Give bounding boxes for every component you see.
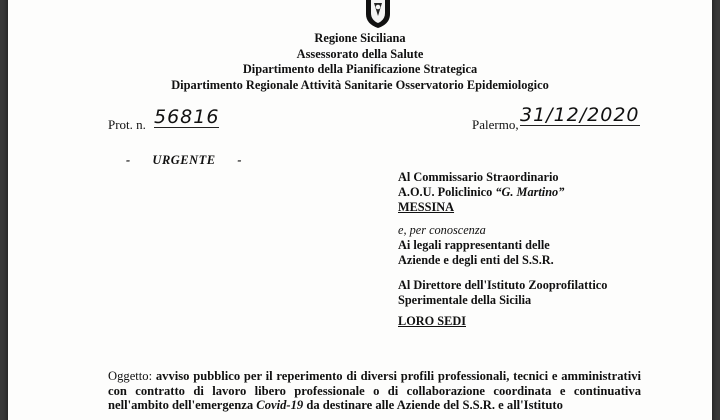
subject-text-covid: Covid-19: [256, 398, 304, 412]
letterhead: [8, 31, 712, 93]
document-page: [8, 0, 712, 420]
date-value: [520, 104, 640, 126]
date-place: Palermo,: [472, 117, 519, 132]
loro-sedi: LORO SEDI: [398, 314, 466, 328]
izs-line-1: Al Direttore dell'Istituto Zooprofilattico: [398, 278, 608, 292]
date-handwritten: 31/12/2020: [520, 104, 640, 126]
main-recipient-title: Al Commissario Straordinario: [398, 170, 559, 184]
region-emblem-icon: [363, 0, 393, 28]
header-region: Regione Siciliana: [314, 31, 406, 45]
cc-label: e, per conoscenza: [398, 223, 486, 237]
cc-recipients: [398, 223, 554, 268]
header-dipartimento-pianificazione: Dipartimento della Pianificazione Strategica: [242, 62, 478, 76]
subject-text-part-1: avviso pubblico per il reperimento di diversi profili professionali, tecnici e amministrativi con contratto di lavoro libero professionale o di collaborazione coordinata e continuativa nell'ambito dell'emergenza: [108, 369, 641, 412]
protocol-number-handwritten: 56816: [154, 106, 220, 128]
subject-text: [108, 369, 641, 412]
main-recipient-org-prefix: A.O.U. Policlinico: [398, 185, 496, 199]
header-dipartimento-attivita: Dipartimento Regionale Attività Sanitarie Osservatorio Epidemiologico: [171, 77, 549, 92]
protocol-number: [154, 108, 234, 128]
main-recipient-city: MESSINA: [398, 200, 455, 214]
main-recipient-org-name: “G. Martino”: [495, 185, 565, 199]
subject-label: Oggetto:: [108, 369, 153, 383]
protocol-label: Prot. n.: [108, 117, 146, 132]
cc-line-1: Ai legali rappresentanti delle: [398, 238, 550, 252]
main-recipient-org: [398, 185, 564, 200]
subject-text-part-2: da destinare alle Aziende del S.S.R. e all'Istituto: [303, 398, 563, 412]
cc-line-2: Aziende e degli enti del S.S.R.: [398, 253, 554, 267]
urgent-marker: - URGENTE -: [126, 153, 243, 167]
izs-line-2: Sperimentale della Sicilia: [398, 293, 532, 307]
main-recipient: [398, 170, 564, 215]
izs-recipient: [398, 278, 607, 308]
subject-paragraph: [108, 369, 641, 413]
header-assessorato: Assessorato della Salute: [296, 46, 424, 61]
